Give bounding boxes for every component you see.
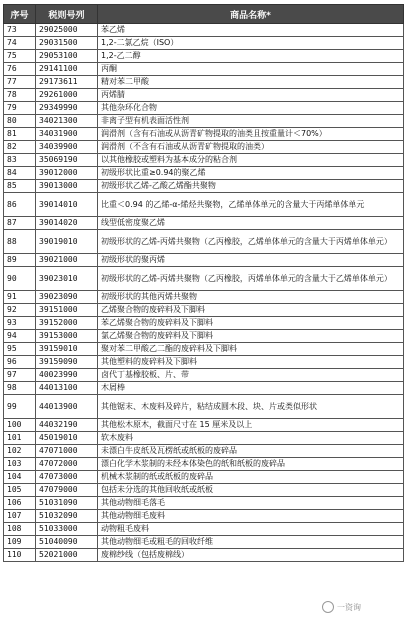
cell-name: 初级形状乙烯-乙酸乙烯酯共聚物 — [98, 180, 404, 193]
cell-code: 39023010 — [36, 267, 98, 291]
cell-name: 丙酮 — [98, 63, 404, 76]
cell-code: 40023990 — [36, 369, 98, 382]
cell-code: 29173611 — [36, 76, 98, 89]
cell-seq: 78 — [4, 89, 36, 102]
table-body — [4, 24, 404, 562]
table-row — [4, 510, 404, 523]
cell-seq: 76 — [4, 63, 36, 76]
cell-name: 动物粗毛废料 — [98, 523, 404, 536]
cell-seq: 88 — [4, 230, 36, 254]
cell-code: 39153000 — [36, 330, 98, 343]
table-row — [4, 24, 404, 37]
cell-code: 29261000 — [36, 89, 98, 102]
cell-code: 51032090 — [36, 510, 98, 523]
cell-name: 线型低密度聚乙烯 — [98, 217, 404, 230]
cell-name: 其他松木原木，截面尺寸在 15 厘米及以上 — [98, 419, 404, 432]
cell-seq: 74 — [4, 37, 36, 50]
table-row — [4, 317, 404, 330]
cell-seq: 103 — [4, 458, 36, 471]
table-row — [4, 458, 404, 471]
cell-seq: 102 — [4, 445, 36, 458]
cell-seq: 81 — [4, 128, 36, 141]
cell-name: 包括未分选的其他回收纸或纸板 — [98, 484, 404, 497]
cell-seq: 73 — [4, 24, 36, 37]
cell-code: 29031500 — [36, 37, 98, 50]
cell-seq: 83 — [4, 154, 36, 167]
cell-name: 初级形状的乙烯-丙烯共聚物（乙丙橡胶，乙烯单体单元的含量大于丙烯单体单元） — [98, 230, 404, 254]
table-row — [4, 63, 404, 76]
cell-name: 1,2-乙二醇 — [98, 50, 404, 63]
cell-name: 其他动物细毛落毛 — [98, 497, 404, 510]
table-row — [4, 254, 404, 267]
table-row — [4, 395, 404, 419]
cell-seq: 93 — [4, 317, 36, 330]
cell-seq: 85 — [4, 180, 36, 193]
table-row — [4, 217, 404, 230]
table-row — [4, 50, 404, 63]
cell-name: 其他动物细毛或粗毛的回收纤维 — [98, 536, 404, 549]
cell-code: 39013000 — [36, 180, 98, 193]
table-row — [4, 471, 404, 484]
cell-name: 废棉纱线（包括废棉线） — [98, 549, 404, 562]
cell-name: 丙烯腈 — [98, 89, 404, 102]
cell-seq: 109 — [4, 536, 36, 549]
cell-code: 29141100 — [36, 63, 98, 76]
cell-code: 39159090 — [36, 356, 98, 369]
cell-seq: 86 — [4, 193, 36, 217]
cell-code: 34021300 — [36, 115, 98, 128]
table-row — [4, 167, 404, 180]
cell-name: 润滑剂（含有石油或从沥青矿物提取的油类且按重量计＜70%） — [98, 128, 404, 141]
cell-seq: 80 — [4, 115, 36, 128]
cell-code: 29349990 — [36, 102, 98, 115]
cell-seq: 95 — [4, 343, 36, 356]
cell-name: 机械木浆制的纸或纸板的废碎品 — [98, 471, 404, 484]
cell-code: 45019010 — [36, 432, 98, 445]
table-row — [4, 37, 404, 50]
watermark-text: 一资询 — [337, 602, 361, 612]
cell-seq: 92 — [4, 304, 36, 317]
cell-code: 39014010 — [36, 193, 98, 217]
cell-name: 木屑棒 — [98, 382, 404, 395]
cell-name: 其他塑料的废碎料及下脚料 — [98, 356, 404, 369]
cell-seq: 110 — [4, 549, 36, 562]
table-row — [4, 115, 404, 128]
cell-code: 52021000 — [36, 549, 98, 562]
cell-code: 39151000 — [36, 304, 98, 317]
cell-name: 乙烯聚合物的废碎料及下脚料 — [98, 304, 404, 317]
wechat-icon — [322, 601, 334, 613]
cell-seq: 79 — [4, 102, 36, 115]
cell-name: 以其他橡胶或塑料为基本成分的粘合剂 — [98, 154, 404, 167]
cell-seq: 91 — [4, 291, 36, 304]
cell-name: 初级形状的乙烯-丙烯共聚物（乙丙橡胶，丙烯单体单元的含量大于乙烯单体单元） — [98, 267, 404, 291]
table-row — [4, 267, 404, 291]
cell-seq: 108 — [4, 523, 36, 536]
cell-name: 润滑剂（不含有石油或从沥青矿物提取的油类） — [98, 141, 404, 154]
cell-name: 其他动物细毛废料 — [98, 510, 404, 523]
watermark — [318, 599, 396, 615]
cell-seq: 94 — [4, 330, 36, 343]
table-row — [4, 445, 404, 458]
cell-code: 47071000 — [36, 445, 98, 458]
cell-code: 35069190 — [36, 154, 98, 167]
cell-seq: 100 — [4, 419, 36, 432]
cell-code: 44013100 — [36, 382, 98, 395]
table-row — [4, 193, 404, 217]
cell-seq: 106 — [4, 497, 36, 510]
cell-name: 其他锯末、木废料及碎片，粘结成圆木段、块、片或类似形状 — [98, 395, 404, 419]
table-row — [4, 484, 404, 497]
cell-code: 39152000 — [36, 317, 98, 330]
cell-code: 39021000 — [36, 254, 98, 267]
table-row — [4, 230, 404, 254]
table-row — [4, 497, 404, 510]
table-row — [4, 432, 404, 445]
table-row — [4, 154, 404, 167]
table-row — [4, 369, 404, 382]
table-row — [4, 291, 404, 304]
cell-seq: 97 — [4, 369, 36, 382]
cell-name: 漂白化学木浆制的未经本体染色的纸和纸板的废碎品 — [98, 458, 404, 471]
cell-name: 比重＜0.94 的乙烯-α-烯烃共聚物，乙烯单体单元的含量大于丙烯单体单元 — [98, 193, 404, 217]
table-row — [4, 382, 404, 395]
cell-seq: 87 — [4, 217, 36, 230]
cell-name: 聚对苯二甲酸乙二酯的废碎料及下脚料 — [98, 343, 404, 356]
cell-name: 软木废料 — [98, 432, 404, 445]
cell-name: 卤代丁基橡胶板、片、带 — [98, 369, 404, 382]
cell-code: 39014020 — [36, 217, 98, 230]
table-row — [4, 356, 404, 369]
cell-name: 初级形状的聚丙烯 — [98, 254, 404, 267]
header-code: 税则号列 — [36, 5, 98, 24]
table-row — [4, 523, 404, 536]
cell-code: 51033000 — [36, 523, 98, 536]
cell-code: 44032190 — [36, 419, 98, 432]
table-row — [4, 304, 404, 317]
cell-code: 47073000 — [36, 471, 98, 484]
table-row — [4, 128, 404, 141]
cell-name: 其他杂环化合物 — [98, 102, 404, 115]
table-header-row — [4, 5, 404, 24]
cell-seq: 98 — [4, 382, 36, 395]
cell-name: 初级形状的其他丙烯共聚物 — [98, 291, 404, 304]
cell-seq: 107 — [4, 510, 36, 523]
cell-code: 47072000 — [36, 458, 98, 471]
cell-seq: 75 — [4, 50, 36, 63]
cell-seq: 77 — [4, 76, 36, 89]
cell-code: 51031090 — [36, 497, 98, 510]
cell-name: 初级形状比重≥0.94的聚乙烯 — [98, 167, 404, 180]
cell-code: 34031900 — [36, 128, 98, 141]
cell-name: 非离子型有机表面活性剂 — [98, 115, 404, 128]
header-name: 商品名称* — [98, 5, 404, 24]
cell-seq: 89 — [4, 254, 36, 267]
table-row — [4, 76, 404, 89]
table-row — [4, 536, 404, 549]
cell-seq: 105 — [4, 484, 36, 497]
header-seq: 序号 — [4, 5, 36, 24]
cell-code: 29053100 — [36, 50, 98, 63]
cell-code: 39019010 — [36, 230, 98, 254]
table-row — [4, 330, 404, 343]
cell-seq: 99 — [4, 395, 36, 419]
cell-code: 47079000 — [36, 484, 98, 497]
cell-code: 39012000 — [36, 167, 98, 180]
cell-name: 精对苯二甲酸 — [98, 76, 404, 89]
table-row — [4, 549, 404, 562]
cell-code: 44013900 — [36, 395, 98, 419]
cell-seq: 96 — [4, 356, 36, 369]
table-row — [4, 419, 404, 432]
cell-code: 39023090 — [36, 291, 98, 304]
cell-code: 29025000 — [36, 24, 98, 37]
cell-seq: 82 — [4, 141, 36, 154]
cell-code: 51040090 — [36, 536, 98, 549]
cell-name: 苯乙烯聚合物的废碎料及下脚料 — [98, 317, 404, 330]
table-row — [4, 102, 404, 115]
tariff-table — [3, 4, 404, 562]
cell-name: 氯乙烯聚合物的废碎料及下脚料 — [98, 330, 404, 343]
cell-seq: 101 — [4, 432, 36, 445]
table-row — [4, 89, 404, 102]
cell-name: 未漂白牛皮纸及瓦楞纸或纸板的废碎品 — [98, 445, 404, 458]
table-row — [4, 141, 404, 154]
cell-seq: 104 — [4, 471, 36, 484]
cell-code: 39159010 — [36, 343, 98, 356]
cell-name: 1,2-二氯乙烷（ISO） — [98, 37, 404, 50]
cell-seq: 90 — [4, 267, 36, 291]
cell-name: 苯乙烯 — [98, 24, 404, 37]
cell-code: 34039900 — [36, 141, 98, 154]
cell-seq: 84 — [4, 167, 36, 180]
table-row — [4, 343, 404, 356]
table-row — [4, 180, 404, 193]
